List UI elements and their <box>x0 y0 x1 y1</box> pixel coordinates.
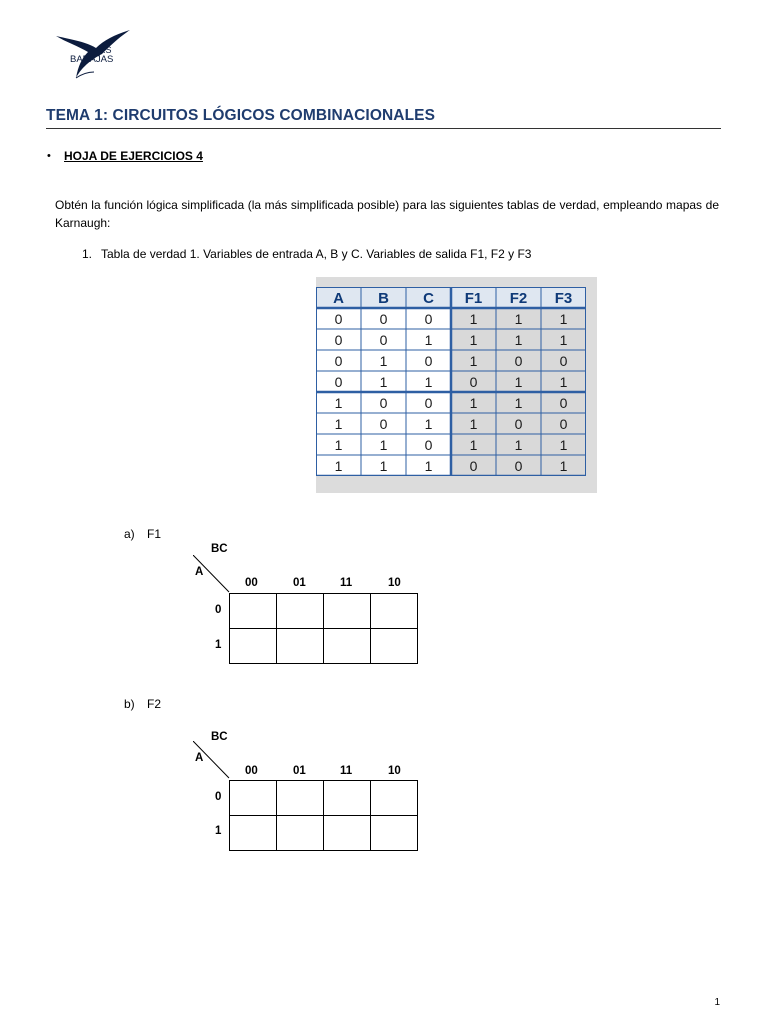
kmap-cell[interactable] <box>324 816 371 851</box>
kmap-cell[interactable] <box>324 594 371 629</box>
table-cell: 0 <box>379 311 388 327</box>
table-cell: 0 <box>469 374 478 390</box>
kmap-cell[interactable] <box>371 629 418 664</box>
kmap-row-label: 0 <box>215 791 222 803</box>
page-title: TEMA 1: CIRCUITOS LÓGICOS COMBINACIONALES <box>46 107 436 124</box>
table-cell: 1 <box>334 458 343 474</box>
kmap-cell[interactable] <box>277 594 324 629</box>
kmap-col-label: 00 <box>245 765 258 777</box>
kmap-row-var-label: A <box>195 566 204 578</box>
table-cell: 0 <box>334 332 343 348</box>
table-header-cell: F1 <box>464 290 483 307</box>
kmap-col-label: 11 <box>340 765 353 777</box>
table-cell: 1 <box>379 353 388 369</box>
kmap-cell[interactable] <box>277 816 324 851</box>
school-logo <box>52 28 136 84</box>
table-cell: 1 <box>424 458 433 474</box>
table-cell: 0 <box>379 332 388 348</box>
table-cell: 1 <box>334 395 343 411</box>
kmap-col-var-label: BC <box>211 731 228 743</box>
subitem-letter-b: b) <box>124 697 135 711</box>
table-cell: 1 <box>514 311 523 327</box>
table-cell: 0 <box>559 416 568 432</box>
kmap-col-var-label: BC <box>211 543 228 555</box>
kmap-row-var-label: A <box>195 752 204 764</box>
kmap-col-label: 11 <box>340 577 353 589</box>
kmap-col-label: 01 <box>293 765 306 777</box>
table-cell: 0 <box>424 437 433 453</box>
table-cell: 1 <box>514 395 523 411</box>
kmap-grid-f1 <box>229 593 418 664</box>
table-cell: 0 <box>334 311 343 327</box>
table-cell: 1 <box>469 311 478 327</box>
item-text: Tabla de verdad 1. Variables de entrada A, B y C. Variables de salida F1, F2 y F3 <box>101 247 532 261</box>
table-cell: 1 <box>379 458 388 474</box>
section-heading: HOJA DE EJERCICIOS 4 <box>64 149 203 163</box>
kmap-row-label: 1 <box>215 825 222 837</box>
kmap-col-label: 01 <box>293 577 306 589</box>
bullet-icon: • <box>47 150 51 162</box>
table-cell: 1 <box>424 374 433 390</box>
kmap-col-label: 10 <box>388 765 401 777</box>
table-cell: 0 <box>334 374 343 390</box>
table-cell: 1 <box>469 395 478 411</box>
logo-text-barajas: BARAJAS <box>70 54 114 65</box>
table-cell: 1 <box>514 332 523 348</box>
kmap-cell[interactable] <box>371 816 418 851</box>
table-cell: 0 <box>424 311 433 327</box>
table-cell: 1 <box>424 416 433 432</box>
table-cell: 1 <box>559 374 568 390</box>
table-cell: 1 <box>469 332 478 348</box>
page-number: 1 <box>714 997 720 1008</box>
kmap-cell[interactable] <box>277 629 324 664</box>
kmap-row-label: 0 <box>215 604 222 616</box>
table-cell: 0 <box>514 458 523 474</box>
table-header-cell: F2 <box>509 290 528 307</box>
table-cell: 1 <box>559 437 568 453</box>
table-cell: 1 <box>469 437 478 453</box>
table-cell: 0 <box>514 416 523 432</box>
table-cell: 0 <box>424 353 433 369</box>
table-cell: 1 <box>559 332 568 348</box>
truth-table <box>316 287 586 476</box>
kmap-col-label: 00 <box>245 577 258 589</box>
kmap-row-label: 1 <box>215 639 222 651</box>
table-cell: 1 <box>379 437 388 453</box>
item-number: 1. <box>82 247 93 261</box>
table-cell: 1 <box>334 437 343 453</box>
table-cell: 1 <box>514 437 523 453</box>
table-cell: 1 <box>424 332 433 348</box>
kmap-cell[interactable] <box>230 594 277 629</box>
kmap-cell[interactable] <box>230 816 277 851</box>
kmap-row <box>230 629 418 664</box>
table-cell: 0 <box>379 416 388 432</box>
table-cell: 0 <box>559 395 568 411</box>
kmap-col-label: 10 <box>388 577 401 589</box>
table-cell: 1 <box>469 416 478 432</box>
table-header-cell: F3 <box>554 290 573 307</box>
table-header-cell: A <box>333 290 344 307</box>
kmap-cell[interactable] <box>230 781 277 816</box>
subitem-letter-a: a) <box>124 527 135 541</box>
kmap-cell[interactable] <box>230 629 277 664</box>
table-cell: 0 <box>469 458 478 474</box>
table-cell: 0 <box>379 395 388 411</box>
kmap-cell[interactable] <box>371 594 418 629</box>
table-cell: 1 <box>334 416 343 432</box>
table-cell: 1 <box>514 374 523 390</box>
kmap-row <box>230 594 418 629</box>
logo-text-ies: I.E.S <box>92 45 112 55</box>
table-cell: 0 <box>559 353 568 369</box>
kmap-cell[interactable] <box>371 781 418 816</box>
table-header-cell: C <box>423 290 434 307</box>
table-cell: 0 <box>334 353 343 369</box>
kmap-cell[interactable] <box>277 781 324 816</box>
title-divider <box>46 128 721 129</box>
kmap-grid-f2 <box>229 780 418 851</box>
subitem-label-f2: F2 <box>147 697 162 711</box>
table-cell: 1 <box>559 458 568 474</box>
table-header-cell: B <box>378 290 389 307</box>
instructions-text: Obtén la función lógica simplificada (la más simplificada posible) para las siguientes tablas de verdad, empleando mapas de Karnaugh: <box>55 198 719 230</box>
kmap-cell[interactable] <box>324 781 371 816</box>
table-cell: 1 <box>469 353 478 369</box>
table-cell: 0 <box>514 353 523 369</box>
table-cell: 1 <box>379 374 388 390</box>
subitem-label-f1: F1 <box>147 527 162 541</box>
table-cell: 1 <box>559 311 568 327</box>
kmap-row <box>230 781 418 816</box>
kmap-cell[interactable] <box>324 629 371 664</box>
table-cell: 0 <box>424 395 433 411</box>
kmap-row <box>230 816 418 851</box>
